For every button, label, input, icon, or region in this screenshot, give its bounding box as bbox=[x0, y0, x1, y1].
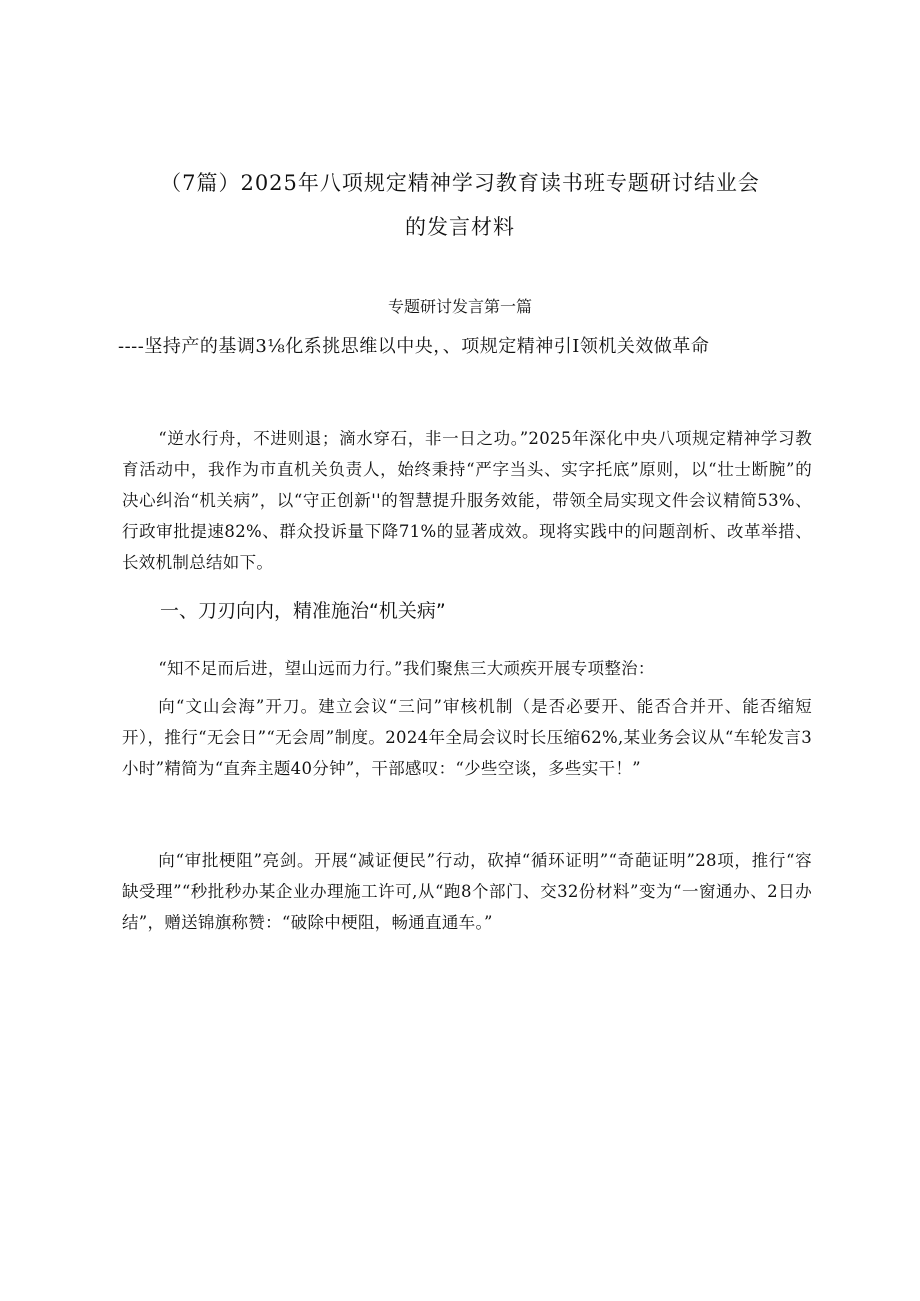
document-title-line-2: 的发言材料 bbox=[405, 215, 515, 239]
paragraph-focus: “知不足而后进，望山远而力行。”我们聚焦三大顽疾开展专项整治： bbox=[158, 658, 655, 678]
paragraph-meetings: 向“文山会海”开刀。建立会议“三问”审核机制（是否必要开、能否合并开、能否缩短开），推行“无会日”“无会周”制度。2024年全局会议时长压缩62%,某业务会议从“车轮发言3小时”精简为“直奔主题40分钟”，干部感叹：“少些空谈，多些实干！” bbox=[122, 696, 812, 778]
document-title-line-1: （7篇）2025年八项规定精神学习教育读书班专题研讨结业会 bbox=[160, 171, 760, 195]
section-subtitle: 专题研讨发言第一篇 bbox=[387, 297, 532, 316]
speech-tagline: ----坚持产的基调3⅛化系挑思维以中央，、项规定精神引I领机关效做革命 bbox=[118, 336, 710, 357]
section-heading-1: 一、刀刃向内，精准施治“机关病” bbox=[160, 600, 446, 622]
paragraph-intro: “逆水行舟，不进则退；滴水穿石，非一日之功。”2025年深化中央八项规定精神学习教育活动中，我作为市直机关负责人，始终秉持“严字当头、实字托底”原则，以“壮士断腕”的决心纠治“机关病”，以“守正创新''的智慧提升服务效能，带领全局实现文件会议精简53%、行政审批提速82%、群众投诉量下降71%的显著成效。现将实践中的问题剖析、改革举措、长效机制总结如下。 bbox=[122, 428, 812, 572]
paragraph-approvals: 向“审批梗阻”亮剑。开展“减证便民”行动，砍掉“循环证明”“奇葩证明”28项，推行“容缺受理”“秒批秒办某企业办理施工许可,从“跑8个部门、交32份材料”变为“一窗通办、2日办结”，赠送锦旗称赞：“破除中梗阻，畅通直通车。” bbox=[122, 850, 812, 932]
